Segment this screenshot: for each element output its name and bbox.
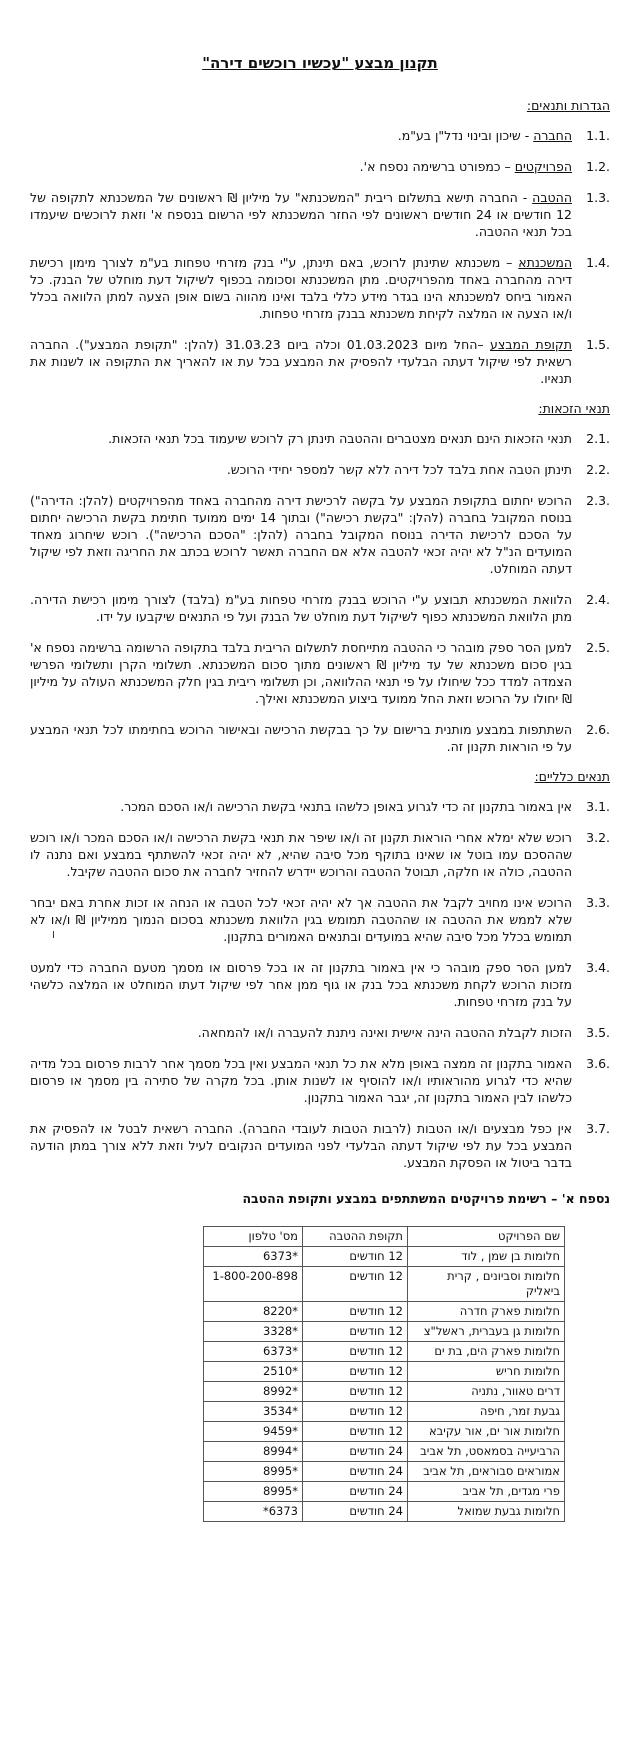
clause-text (30, 127, 572, 144)
defined-term: תקופת המבצע (490, 337, 573, 352)
clause (30, 461, 610, 478)
clause (30, 430, 610, 447)
clause-number: 3.6. (586, 1056, 610, 1071)
clause (30, 1120, 610, 1171)
clause-number: 1.4. (586, 255, 610, 270)
cell-phone: 2510* (204, 1362, 303, 1382)
section-heading: תנאי הזכאות: (538, 401, 610, 416)
cell-phone: 1-800-200-898 (204, 1267, 303, 1302)
clause-body: השתתפות במבצע מותנית ברישום על כך בבקשת הרכישה ובאישור הרוכש בחתימתו לכל תנאי המבצע על פי הוראות תקנון זה. (30, 722, 572, 754)
cell-benefit-period: 24 חודשים (303, 1502, 408, 1522)
clause-body: - שיכון ובינוי נדל"ן בע"מ. (397, 128, 534, 143)
defined-term: המשכנתא (518, 255, 572, 270)
table-row (204, 1502, 565, 1522)
cell-project-name: חלומות אור ים, אור עקיבא (408, 1422, 565, 1442)
clause-number: 3.5. (586, 1025, 610, 1040)
clause (30, 959, 610, 1010)
cell-benefit-period: 24 חודשים (303, 1462, 408, 1482)
cell-benefit-period: 12 חודשים (303, 1302, 408, 1322)
clause-body: הרוכש אינו מחויב לקבל את ההטבה אך לא יהיה זכאי לכל הטבה או הנחה או זכות אחרת באם יבחר שלא לממש את ההטבה או שההטבה תמומש בגין הלוואת משכנתא בסכום הנמוך ממיליון ₪ ו/או לא תמומש בכלל מכל סיבה שהיא במועדים ובתנאים האמורים בתקנון. (30, 895, 572, 944)
clause (30, 254, 610, 322)
header-project-name: שם הפרויקט (408, 1227, 565, 1247)
cell-phone: 3328* (204, 1322, 303, 1342)
clause (30, 1024, 610, 1041)
cell-benefit-period: 12 חודשים (303, 1247, 408, 1267)
clause-body: תנאי הזכאות הינם תנאים מצטברים וההטבה תינתן רק לרוכש שיעמוד בכל תנאי הזכאות. (108, 431, 572, 446)
clause-body: רוכש שלא ימלא אחרי הוראות תקנון זה ו/או שיפר את תנאי בקשת הרכישה ו/או הסכם המכר ו/או רוכש שההסכם עמו בוטל או שאינו בתוקף מכל סיבה שהיא, לא יהיה זכאי להשתתף במבצע ואם נתנה לו ההטבה, כולה או חלקה, תבוטל ההטבה והרוכש יידרש להחזיר לחברה את סכום ההטבה שקיבל. (30, 830, 572, 879)
clause-body: למען הסר ספק מובהר כי ההטבה מתייחסת לתשלום הריבית בלבד בתקופה הרשומה ברשימה נספח א' בגין סכום משכנתא של עד מיליון ₪ ראשונים מתוך סכום המשכנתא. תשלומי הקרן ותשלומי הפרשי הצמדה למדד ככל שיחולו על פי תנאי ההלוואה, וכן תשלומי ריבית בגין חלק המשכנתא העולה על מיליון ₪ יחולו על הרוכש וזאת החל ממועד ביצוע המשכנתא ואילך. (30, 640, 572, 706)
section-heading: תנאים כלליים: (534, 769, 610, 784)
clause-text (30, 1024, 572, 1041)
cell-benefit-period: 12 חודשים (303, 1402, 408, 1422)
clause (30, 591, 610, 625)
clause (30, 158, 610, 175)
clause-text (30, 189, 572, 240)
clause (30, 639, 610, 707)
clause-text (30, 158, 572, 175)
clause-number: 2.3. (586, 493, 610, 508)
projects-table (203, 1226, 565, 1522)
clause-text (30, 959, 572, 1010)
clause (30, 1055, 610, 1106)
clause-text (30, 721, 572, 755)
document-title: תקנון מבצע "עכשיו רוכשים דירה" (202, 54, 438, 72)
clause (30, 189, 610, 240)
clause-body: הרוכש יחתום בתקופת המבצע על בקשה לרכישת דירה מהחברה באחד מהפרויקטים (להלן: הדירה") בנוסח המקובל בחברה (להלן: "בקשת רכישה") ובתוך 14 ימים ממועד חתימת בקשת הרכישה יחתום על הסכם לרכישת הדירה בנוסח המקובל בחברה (להלן: "הסכם הרכישה"). רוכש שיחרוג מאחד המועדים הנ"ל לא יהיה זכאי להטבה אלא אם החברה תאשר לרוכש בכתב את החריגה וזאת לפי שיקול דעתה המוחלט. (30, 493, 572, 576)
cell-benefit-period: 12 חודשים (303, 1422, 408, 1442)
clause-number: 2.4. (586, 592, 610, 607)
clause-text (30, 254, 572, 322)
clause-text (30, 591, 572, 625)
table-row (204, 1482, 565, 1502)
cell-phone: 8220* (204, 1302, 303, 1322)
cell-phone: 6373* (204, 1247, 303, 1267)
table-row (204, 1382, 565, 1402)
clause-number: 2.5. (586, 640, 610, 655)
cell-phone: 8992* (204, 1382, 303, 1402)
defined-term: ההטבה (532, 190, 572, 205)
cell-project-name: הרביעייה בסמאסט, תל אביב (408, 1442, 565, 1462)
clause (30, 336, 610, 387)
cell-project-name: חלומות פארק חדרה (408, 1302, 565, 1322)
clause-number: 1.5. (586, 337, 610, 352)
cell-project-name: פרי מגדים, תל אביב (408, 1482, 565, 1502)
clause-body: - החברה תישא בתשלום ריבית "המשכנתא" על מיליון ₪ ראשונים של המשכנתא לתקופה של 12 חודשים או 24 חודשים ראשונים לפי החזר המשכנתא לפי הרשום בנספח א' וזאת לרוכשים שיעמדו בכל תנאי ההטבה. (30, 190, 572, 239)
cell-benefit-period: 12 חודשים (303, 1382, 408, 1402)
cell-phone: 8995* (204, 1462, 303, 1482)
table-row (204, 1247, 565, 1267)
clause-number: 1.2. (586, 159, 610, 174)
cell-project-name: חלומות פארק הים, בת ים (408, 1342, 565, 1362)
clause-number: 3.2. (586, 830, 610, 845)
clause-number: 1.1. (586, 128, 610, 143)
cell-benefit-period: 12 חודשים (303, 1267, 408, 1302)
cell-phone: 3534* (204, 1402, 303, 1422)
clause-text (30, 461, 572, 478)
section-heading: הגדרות ותנאים: (526, 98, 610, 113)
clause-number: 3.7. (586, 1121, 610, 1136)
cell-phone: 8994* (204, 1442, 303, 1462)
cell-project-name: חלומות גן בעברית, ראשל"צ (408, 1322, 565, 1342)
clause (30, 894, 610, 945)
clause-body: – כמפורט ברשימה נספח א'. (359, 159, 515, 174)
clause-number: 2.2. (586, 462, 610, 477)
table-row (204, 1402, 565, 1422)
text-cursor-icon: I (52, 930, 55, 941)
cell-phone: 8995* (204, 1482, 303, 1502)
defined-term: הפרויקטים (514, 159, 572, 174)
clause-text (30, 894, 572, 945)
clause-body: אין באמור בתקנון זה כדי לגרוע באופן כלשהו בתנאי בקשת הרכישה ו/או הסכם המכר. (120, 799, 572, 814)
clause-text (30, 1120, 572, 1171)
cell-phone: *6373 (204, 1502, 303, 1522)
table-row (204, 1342, 565, 1362)
clause-text (30, 798, 572, 815)
cell-phone: 9459* (204, 1422, 303, 1442)
clause-body: למען הסר ספק מובהר כי אין באמור בתקנון זה או בכל פרסום או מסמך מטעם החברה כדי למעט מזכות הרוכש לקחת משכנתא בכל בנק או גוף ממן אחר לפי שיקול דעתו המוחלט או המלצה כלשהי על בנק מזרחי טפחות. (30, 960, 572, 1009)
cell-benefit-period: 24 חודשים (303, 1442, 408, 1462)
table-row (204, 1267, 565, 1302)
clause-body: האמור בתקנון זה ממצה באופן מלא את כל תנאי המבצע ואין בכל מסמך אחר לרבות פרסום בכל מדיה שהיא כדי לגרוע מהוראותיו ו/או להוסיף או לשנות אותן. בכל מקרה של סתירה בין מסמך או פרסום כלשהו לבין האמור בתקנון זה, יגבר האמור בתקנון. (30, 1056, 572, 1105)
clause (30, 721, 610, 755)
table-row (204, 1422, 565, 1442)
cell-project-name: גבעת זמר, חיפה (408, 1402, 565, 1422)
clause-text (30, 639, 572, 707)
clause (30, 492, 610, 577)
table-row (204, 1302, 565, 1322)
defined-term: החברה (533, 128, 572, 143)
clause-body: תינתן הטבה אחת בלבד לכל דירה ללא קשר למספר יחידי הרוכש. (226, 462, 572, 477)
cell-project-name: חלומות גבעת שמואל (408, 1502, 565, 1522)
cell-project-name: חלומות בן שמן , לוד (408, 1247, 565, 1267)
document-body (30, 98, 610, 1171)
clause-number: 3.4. (586, 960, 610, 975)
header-benefit-period: תקופת ההטבה (303, 1227, 408, 1247)
cell-benefit-period: 24 חודשים (303, 1482, 408, 1502)
clause-number: 3.1. (586, 799, 610, 814)
cell-project-name: חלומות חריש (408, 1362, 565, 1382)
header-phone: מס' טלפון (204, 1227, 303, 1247)
clause-text (30, 829, 572, 880)
table-body (204, 1247, 565, 1522)
annex-title: נספח א' – רשימת פרויקטים המשתתפים במבצע ותקופת ההטבה (242, 1191, 610, 1206)
cell-phone: 6373* (204, 1342, 303, 1362)
clause (30, 127, 610, 144)
table-row (204, 1462, 565, 1482)
clause-body: – משכנתא שתינתן לרוכש, באם תינתן, ע"י בנק מזרחי טפחות בע"מ לצורך מימון רכישת דירה מהחברה באחד מהפרויקטים. מתן המשכנתא וסכומה בכפוף לשיקול דעת מוחלט של הבנק. כל האמור ביחס למשכנתא הינו בגדר מידע כללי בלבד ואינו מהווה בשום אופן הצעה למתן הלוואה בכלל ו/או הצעה או המלצה לקיחת משכנתא בבנק מזרחי טפחות. (30, 255, 572, 321)
table-row (204, 1362, 565, 1382)
clause-text (30, 1055, 572, 1106)
clause-text (30, 336, 572, 387)
clause-body: הלוואת המשכנתא תבוצע ע"י הרוכש בבנק מזרחי טפחות בע"מ (בלבד) לצורך מימון רכישת הדירה. מתן הלוואת המשכנתא כפוף לשיקול דעת מוחלט של הבנק ועל פי התנאים שיקבעו על ידו. (30, 592, 572, 624)
clause-body: אין כפל מבצעים ו/או הטבות (לרבות הטבות לעובדי החברה). החברה רשאית לבטל או להפסיק את המבצע בכל עת לפי שיקול דעתה הבלעדי לפני המועדים הנקובים לעיל וזאת ללא צורך במתן הודעה בדבר ביטול או הפסקת המבצע. (30, 1121, 572, 1170)
clause-number: 1.3. (586, 190, 610, 205)
table-row (204, 1442, 565, 1462)
cell-benefit-period: 12 חודשים (303, 1342, 408, 1362)
clause-number: 3.3. (586, 895, 610, 910)
clause (30, 798, 610, 815)
cell-benefit-period: 12 חודשים (303, 1362, 408, 1382)
clause (30, 829, 610, 880)
clause-body: –החל מיום 01.03.2023 וכלה ביום 31.03.23 (להלן: "תקופת המבצע"). החברה רשאית לפי שיקול דעתה הבלעדי להפסיק את המבצע בכל עת או להאריך את התקופה או לשנות את תנאיו. (30, 337, 572, 386)
clause-text (30, 430, 572, 447)
cell-project-name: אמוראים סבוראים, תל אביב (408, 1462, 565, 1482)
clause-number: 2.1. (586, 431, 610, 446)
cell-project-name: חלומות וסביונים , קרית ביאליק (408, 1267, 565, 1302)
cell-benefit-period: 12 חודשים (303, 1322, 408, 1342)
clause-number: 2.6. (586, 722, 610, 737)
cell-project-name: דרים טאוור, נתניה (408, 1382, 565, 1402)
clause-body: הזכות לקבלת ההטבה הינה אישית ואינה ניתנת להעברה ו/או להמחאה. (197, 1025, 572, 1040)
clause-text (30, 492, 572, 577)
table-header-row (204, 1227, 565, 1247)
table-row (204, 1322, 565, 1342)
